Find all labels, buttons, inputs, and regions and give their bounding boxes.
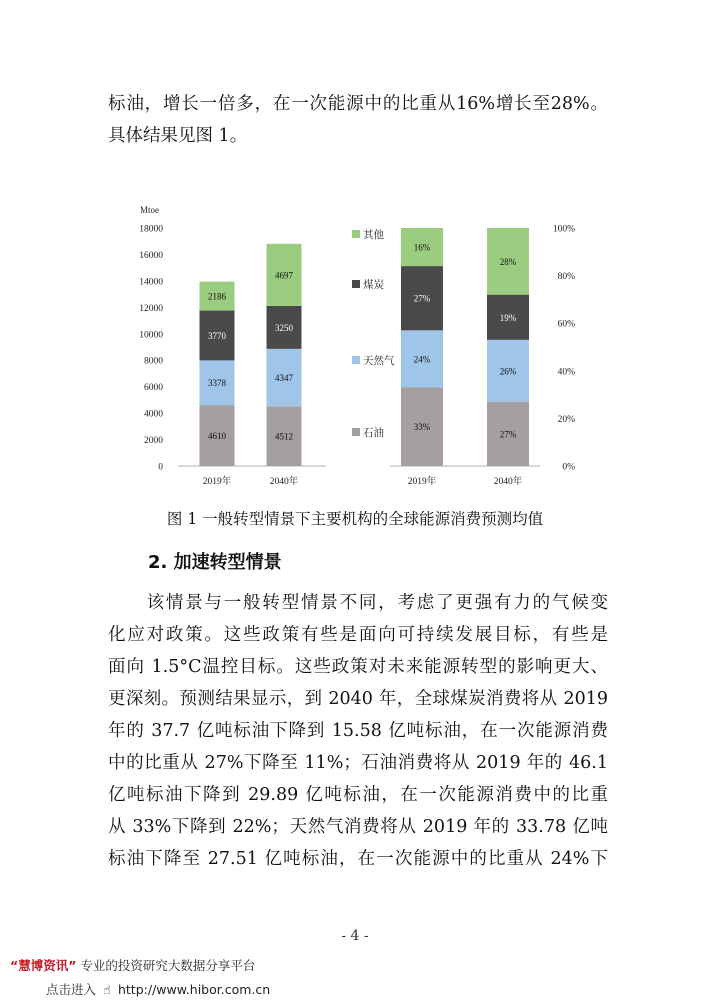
data-label: 26%: [499, 366, 517, 377]
y-tick-label: 20%: [557, 414, 575, 425]
y-tick-label: 60%: [557, 319, 575, 330]
page-number: - 4 -: [341, 928, 369, 944]
footer-link-prefix: 点击进入: [46, 982, 97, 997]
legend-swatch: [352, 280, 360, 288]
y-tick-label: 2000: [144, 436, 163, 447]
legend-label: 石油: [363, 428, 384, 439]
y-tick-label: 16000: [139, 250, 163, 261]
y-tick-label: 4000: [144, 409, 163, 420]
data-label: 24%: [413, 354, 431, 365]
paragraph-line: 年的 37.7 亿吨标油下降到 15.58 亿吨标油，在一次能源消费: [108, 721, 608, 741]
legend-label: 煤炭: [363, 280, 384, 291]
data-label: 33%: [413, 422, 431, 433]
top-paragraph: [108, 88, 608, 152]
y-tick-label: 80%: [557, 272, 575, 283]
legend-swatch: [352, 230, 360, 238]
y-tick-label: 40%: [557, 367, 575, 378]
y-tick-label: 6000: [144, 383, 163, 394]
y-tick-label: 0: [158, 462, 163, 473]
legend-swatch: [352, 428, 360, 436]
data-label: 4697: [275, 270, 293, 281]
data-label: 4610: [208, 431, 226, 442]
data-label: 27%: [413, 293, 431, 304]
y-tick-label: 14000: [139, 277, 163, 288]
pointing-hand-icon: ☝: [103, 982, 111, 997]
y-tick-label: 100%: [552, 224, 575, 235]
x-tick-label: 2040年: [269, 477, 299, 487]
paragraph-line: 更深刻。预测结果显示，到 2040 年，全球煤炭消费将从 2019: [108, 689, 608, 709]
section-paragraph: [108, 587, 608, 875]
y-tick-label: 12000: [139, 303, 163, 314]
data-label: 27%: [499, 429, 517, 440]
legend-label: 天然气: [363, 356, 395, 367]
data-label: 2186: [208, 291, 226, 302]
footer-link-row[interactable]: [46, 980, 270, 998]
data-label: 28%: [499, 256, 517, 267]
footer-slogan-text: 专业的投资研究大数据分享平台: [80, 958, 256, 973]
energy-consumption-figure: [120, 195, 600, 495]
y-tick-label: 10000: [139, 330, 163, 341]
data-label: 16%: [413, 242, 431, 253]
data-label: 4347: [275, 373, 293, 384]
y-tick-label: 18000: [139, 224, 163, 235]
figure-caption: 图 1 一般转型情景下主要机构的全球能源消费预测均值: [166, 510, 544, 528]
x-tick-label: 2019年: [202, 477, 232, 487]
paragraph-line: 标油下降至 27.51 亿吨标油，在一次能源中的比重从 24%下: [108, 849, 608, 869]
paragraph-line: 化应对政策。这些政策有些是面向可持续发展目标，有些是: [108, 625, 608, 645]
data-label: 3770: [208, 330, 226, 341]
y-tick-label: 8000: [144, 356, 163, 367]
paragraph-line: 标油，增长一倍多，在一次能源中的比重从16%增长至28%。: [108, 94, 608, 114]
footer-brand: “慧博资讯”: [10, 958, 77, 973]
data-label: 3378: [208, 378, 226, 389]
data-label: 19%: [499, 312, 517, 323]
paragraph-line: 中的比重从 27%下降至 11%；石油消费将从 2019 年的 46.1: [108, 753, 608, 773]
data-label: 4512: [275, 431, 293, 442]
paragraph-line: 具体结果见图 1。: [108, 126, 248, 146]
paragraph-line: 面向 1.5°C温控目标。这些政策对未来能源转型的影响更大、: [108, 657, 608, 677]
footer-slogan: [10, 956, 255, 974]
y-axis-unit-label: Mtoe: [140, 205, 159, 215]
footer-url-link[interactable]: http://www.hibor.com.cn: [117, 982, 271, 997]
paragraph-line: 亿吨标油下降到 29.89 亿吨标油，在一次能源消费中的比重: [108, 785, 608, 805]
x-tick-label: 2040年: [493, 477, 523, 487]
y-tick-label: 0%: [562, 462, 575, 473]
paragraph-line: 从 33%下降到 22%；天然气消费将从 2019 年的 33.78 亿吨: [108, 817, 608, 837]
paragraph-line: 该情景与一般转型情景不同，考虑了更强有力的气候变: [108, 593, 608, 613]
data-label: 3250: [275, 322, 293, 333]
section-heading: 2. 加速转型情景: [148, 552, 282, 573]
x-tick-label: 2019年: [407, 477, 437, 487]
legend-swatch: [352, 356, 360, 364]
legend-label: 其他: [363, 230, 384, 241]
